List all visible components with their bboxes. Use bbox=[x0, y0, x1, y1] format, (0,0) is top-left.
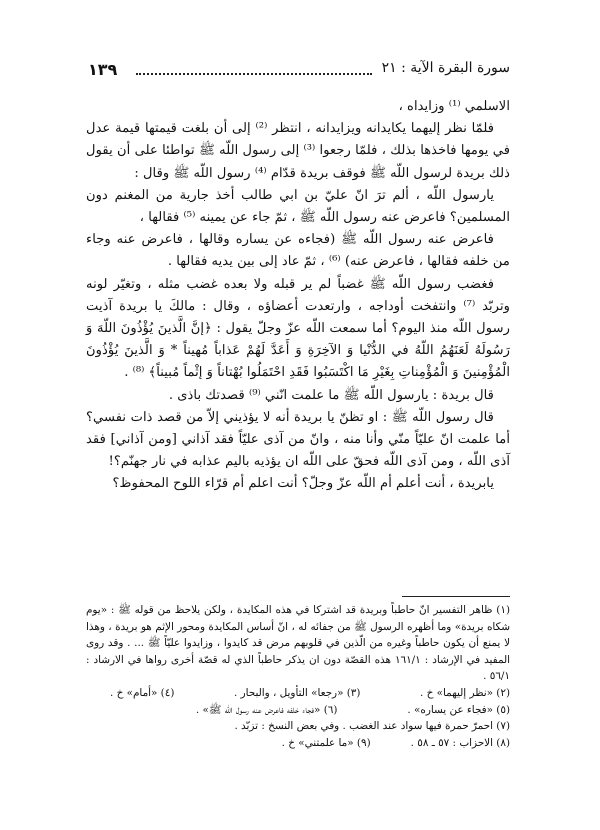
page-number: ١٣٩ bbox=[88, 60, 118, 79]
paragraph: قال بريدة : يارسول اللّه ﷺ ما علمت انّني ⁽⁹⁾ قصدتك باذى . bbox=[168, 387, 494, 403]
footnote: (٢) «نظر إليهما» خ . bbox=[420, 686, 510, 699]
footnote-separator bbox=[402, 596, 510, 597]
footnote: (١) ظاهر التفسير انّ حاطباً وبريدة قد اشتركا في هذه المكايدة ، ولكن يلاحظ من قوله ﷺ : «يوم شكاه بريدة» وما أظهره الرسول ﷺ من جفائه له ، انّ أساس المكايدة ومحور الإثم هو بريدة ، وهذا لا يمنع أن يكون حاطباً وغيره من الّذين في قلوبهم مرض قد كايدوا ، وزايدوا عليّاً ﷺ ... . وقد روى المفيد في الإرشاد : ١٦١/١ هذه القصّة دون ان يذكر حاطباً الذي له قصّة أخرى رواها في الارشاد : ٥٦/١ . bbox=[86, 604, 511, 683]
paragraph: قال رسول اللّه ﷺ : او تظنّ يا بريدة أنه لا يؤذيني إلاّ من قصد ذات نفسي؟ أما علمت انّ عليّاً منّي وأنا منه ، وانّ من آذى عليّاً فقد آذاني [ومن آذاني] فقد آذى اللّه ، ومن آذى اللّه فحقّ على اللّه ان يؤذيه باليم عذابه في نار جهنّم؟! bbox=[86, 409, 510, 470]
footnote: (٦) «فجاء خلفه فاعرض عنه رسول اللّه ﷺ» . bbox=[195, 703, 338, 716]
footnote: (٤) «أمام» خ . bbox=[110, 686, 175, 699]
paragraph: فلمّا نظر إليهما يكايدانه ويزايدانه ، انتظر ⁽²⁾ إلى أن بلغت قيمتها قيمة عدل في يومها فاخذها بذلك ، فلمّا رجعوا ⁽³⁾ إلى رسول اللّه ﷺ تواطئا على أن يقول ذلك بريدة لرسول اللّه ﷺ فوقف بريدة قدّام ⁽⁴⁾ رسول اللّه ﷺ وقال : bbox=[86, 121, 511, 181]
running-header bbox=[88, 60, 510, 84]
footnote: (٩) «ما علمتني» خ . bbox=[281, 736, 371, 749]
footnote-row bbox=[86, 685, 510, 702]
footnotes bbox=[86, 602, 510, 751]
paragraph: يابريدة ، أنت أعلم أم اللّه عزّ وجلّ؟ أنت اعلم أم قرّاء اللوح المحفوظ؟ bbox=[112, 476, 494, 492]
body-text bbox=[86, 96, 510, 496]
running-title: سورة البقرة الآية : ٢١ bbox=[381, 60, 510, 76]
footnote-row bbox=[86, 735, 510, 752]
footnote-row bbox=[86, 702, 510, 719]
header-dotted-rule bbox=[136, 73, 372, 75]
footnote: (٥) «فجاء عن يساره» . bbox=[407, 703, 510, 716]
footnote: (٧) احمرّ حمرة فيها سواد عند الغضب . وفي بعض النسخ : تزبّد . bbox=[234, 720, 510, 733]
paragraph: الاسلمي ⁽¹⁾ وزايداه ، bbox=[398, 99, 510, 114]
footnote: (٣) «رجعا» التأويل ، والبحار . bbox=[234, 686, 361, 699]
paragraph: فاعرض عنه رسول اللّه ﷺ (فجاءه عن يساره وقالها ، فاعرض عنه وجاء من خلفه فقالها ، فاعرض عنه) ⁽⁶⁾ ، ثمّ عاد إلى بين يديه فقالها . bbox=[86, 232, 510, 270]
paragraph: يارسول اللّه ، ألم ترَ انّ عليّ بن ابي طالب أخذ جارية من المغنم دون المسلمين؟ فاعرض عنه رسول اللّه ﷺ ، ثمّ جاء عن يمينه ⁽⁵⁾ فقالها ، bbox=[86, 187, 510, 226]
paragraph: فغضب رسول اللّه ﷺ غضباً لم ير قبله ولا بعده غضب مثله ، وتغيّر لونه وتربّد ⁽⁷⁾ وانتفخت أوداجه ، وارتعدت أعضاؤه ، وقال : مالكَ يا بريدة آذيت رسول اللّه منذ اليوم؟ أما سمعت اللّه عزّ وجلّ يقول : ﴿إنَّ الَّذينَ يُؤْذُونَ اللّهَ وَ رَسُولَهُ لَعَنَهُمُ اللّهُ في الدُّنْيا وَ الآخِرَةِ وَ أَعَدَّ لَهُمْ عَذاباً مُهيناً * وَ الَّذينَ يُؤْذُونَ الْمُؤْمِنينَ وَ الْمُؤْمِناتِ بِغَيْرِ مَا اكْتَسَبُوا فَقَدِ احْتَمَلُوا بُهْتاناً وَ إثْماً مُبيناً﴾ ⁽⁸⁾ . bbox=[86, 276, 511, 381]
footnote: (٨) الاحزاب : ٥٧ ـ ٥٨ . bbox=[410, 736, 510, 749]
